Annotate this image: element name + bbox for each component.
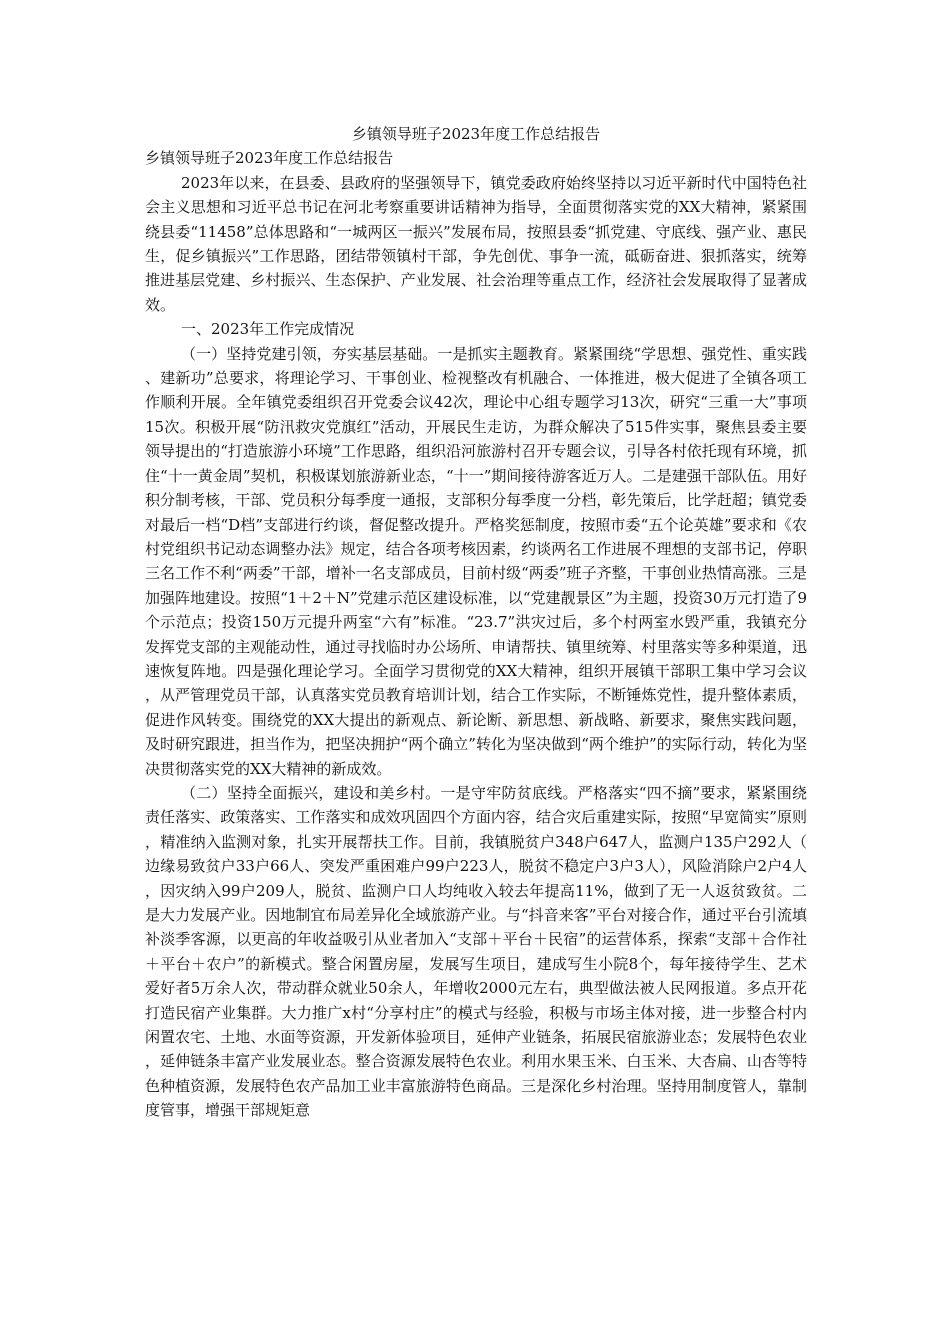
document-subtitle: 乡镇领导班子2023年度工作总结报告 xyxy=(145,149,394,168)
party-building-paragraph: （一）坚持党建引领，夯实基层基础。一是抓实主题教育。紧紧围绕“学思想、强党性、重实践、建新功”总要求，将理论学习、干事创业、检视整改有机融合、一体推进，极大促进了全镇各项工作顺利开展。全年镇党委组织召开党委会议42次，理论中心组专题学习13次，研究“三重一大”事项15次。积极开展“防汛救灾党旗红”活动，开展民生走访，为群众解决了515件实事，聚焦县委主要领导提出的“打造旅游小环境”工作思路，组织沿河旅游村召开专题会议，引导各村依托现有环境，抓住“十一黄金周”契机，积极谋划旅游新业态，“十一”期间接待游客近万人。二是建强干部队伍。用好积分制考核，干部、党员积分每季度一通报，支部积分每季度一分档，彰先策后，比学赶超；镇党委对最后一档“D档”支部进行约谈，督促整改提升。严格奖惩制度，按照市委“五个论英雄”要求和《农村党组织书记动态调整办法》规定，结合各项考核因素，约谈两名工作进展不理想的支部书记，停职三名工作不利“两委”干部，增补一名支部成员，目前村级“两委”班子齐整，干事创业热情高涨。三是加强阵地建设。按照“1＋2＋N”党建示范区建设标准，以“党建靓景区”为主题，投资30万元打造了9个示范点；投资150万元提升两室“六有”标准。“23.7”洪灾过后，多个村两室水毁严重，我镇充分发挥党支部的主观能动性，通过寻找临时办公场所、申请帮扶、镇里统筹、村里落实等多种渠道，迅速恢复阵地。四是强化理论学习。全面学习贯彻党的XX大精神，组织开展镇干部职工集中学习会议，从严管理党员干部，认真落实党员教育培训计划，结合工作实际，不断锤炼党性，提升整体素质，促进作风转变。围绕党的XX大提出的新观点、新论断、新思想、新战略、新要求，聚焦实践问题，及时研究跟进，担当作为，把坚决拥护“两个确立”转化为坚决做到“两个维护”的实际行动，转化为坚决贯彻落实党的XX大精神的新成效。 xyxy=(145,344,807,778)
intro-paragraph: 2023年以来，在县委、县政府的坚强领导下，镇党委政府始终坚持以习近平新时代中国特色社会主义思想和习近平总书记在河北考察重要讲话精神为指导，全面贯彻落实党的XX大精神，紧紧围绕县委“11458”总体思路和“一城两区一振兴”发展布局，按照县委“抓党建、守底线、强产业、惠民生，促乡镇振兴”工作思路，团结带领镇村干部，争先创优、事争一流，砥砺奋进、狠抓落实，统筹推进基层党建、乡村振兴、生态保护、产业发展、社会治理等重点工作，经济社会发展取得了显著成效。 xyxy=(145,173,807,314)
document-title: 乡镇领导班子2023年度工作总结报告 xyxy=(351,125,601,143)
section-heading: 一、2023年工作完成情况 xyxy=(181,320,355,339)
rural-revitalization-paragraph: （二）坚持全面振兴，建设和美乡村。一是守牢防贫底线。严格落实“四不摘”要求，紧紧围绕责任落实、政策落实、工作落实和成效巩固四个方面内容，结合灾后重建实际，按照“早宽简实”原则，精准纳入监测对象，扎实开展帮扶工作。目前，我镇脱贫户348户647人，监测户135户292人（边缘易致贫户33户66人、突发严重困难户99户223人，脱贫不稳定户3户3人），风险消除户2户4人，因灾纳入99户209人，脱贫、监测户口人均纯收入较去年提高11%，做到了无一人返贫致贫。二是大力发展产业。因地制宜布局差异化全域旅游产业。与“抖音来客”平台对接合作，通过平台引流填补淡季客源，以更高的年收益吸引从业者加入“支部＋平台＋民宿”的运营体系，探索“支部＋合作社＋平台＋农户”的新模式。整合闲置房屋，发展写生项目，建成写生小院8个，每年接待学生、艺术爱好者5万余人次，带动群众就业50余人，年增收2000元左右，典型做法被人民网报道。多点开花打造民宿产业集群。大力推广x村“分享村庄”的模式与经验，积极与市场主体对接，进一步整合村内闲置农宅、土地、水面等资源，开发新体验项目，延伸产业链条，拓展民宿旅游业态；发展特色农业，延伸链条丰富产业发展业态。整合资源发展特色农业。利用水果玉米、白玉米、大杏扁、山杏等特色种植资源，发展特色农产品加工业丰富旅游特色商品。三是深化乡村治理。坚持用制度管人，靠制度管事，增强干部规矩意 xyxy=(145,783,807,1120)
document-body xyxy=(145,122,807,1123)
